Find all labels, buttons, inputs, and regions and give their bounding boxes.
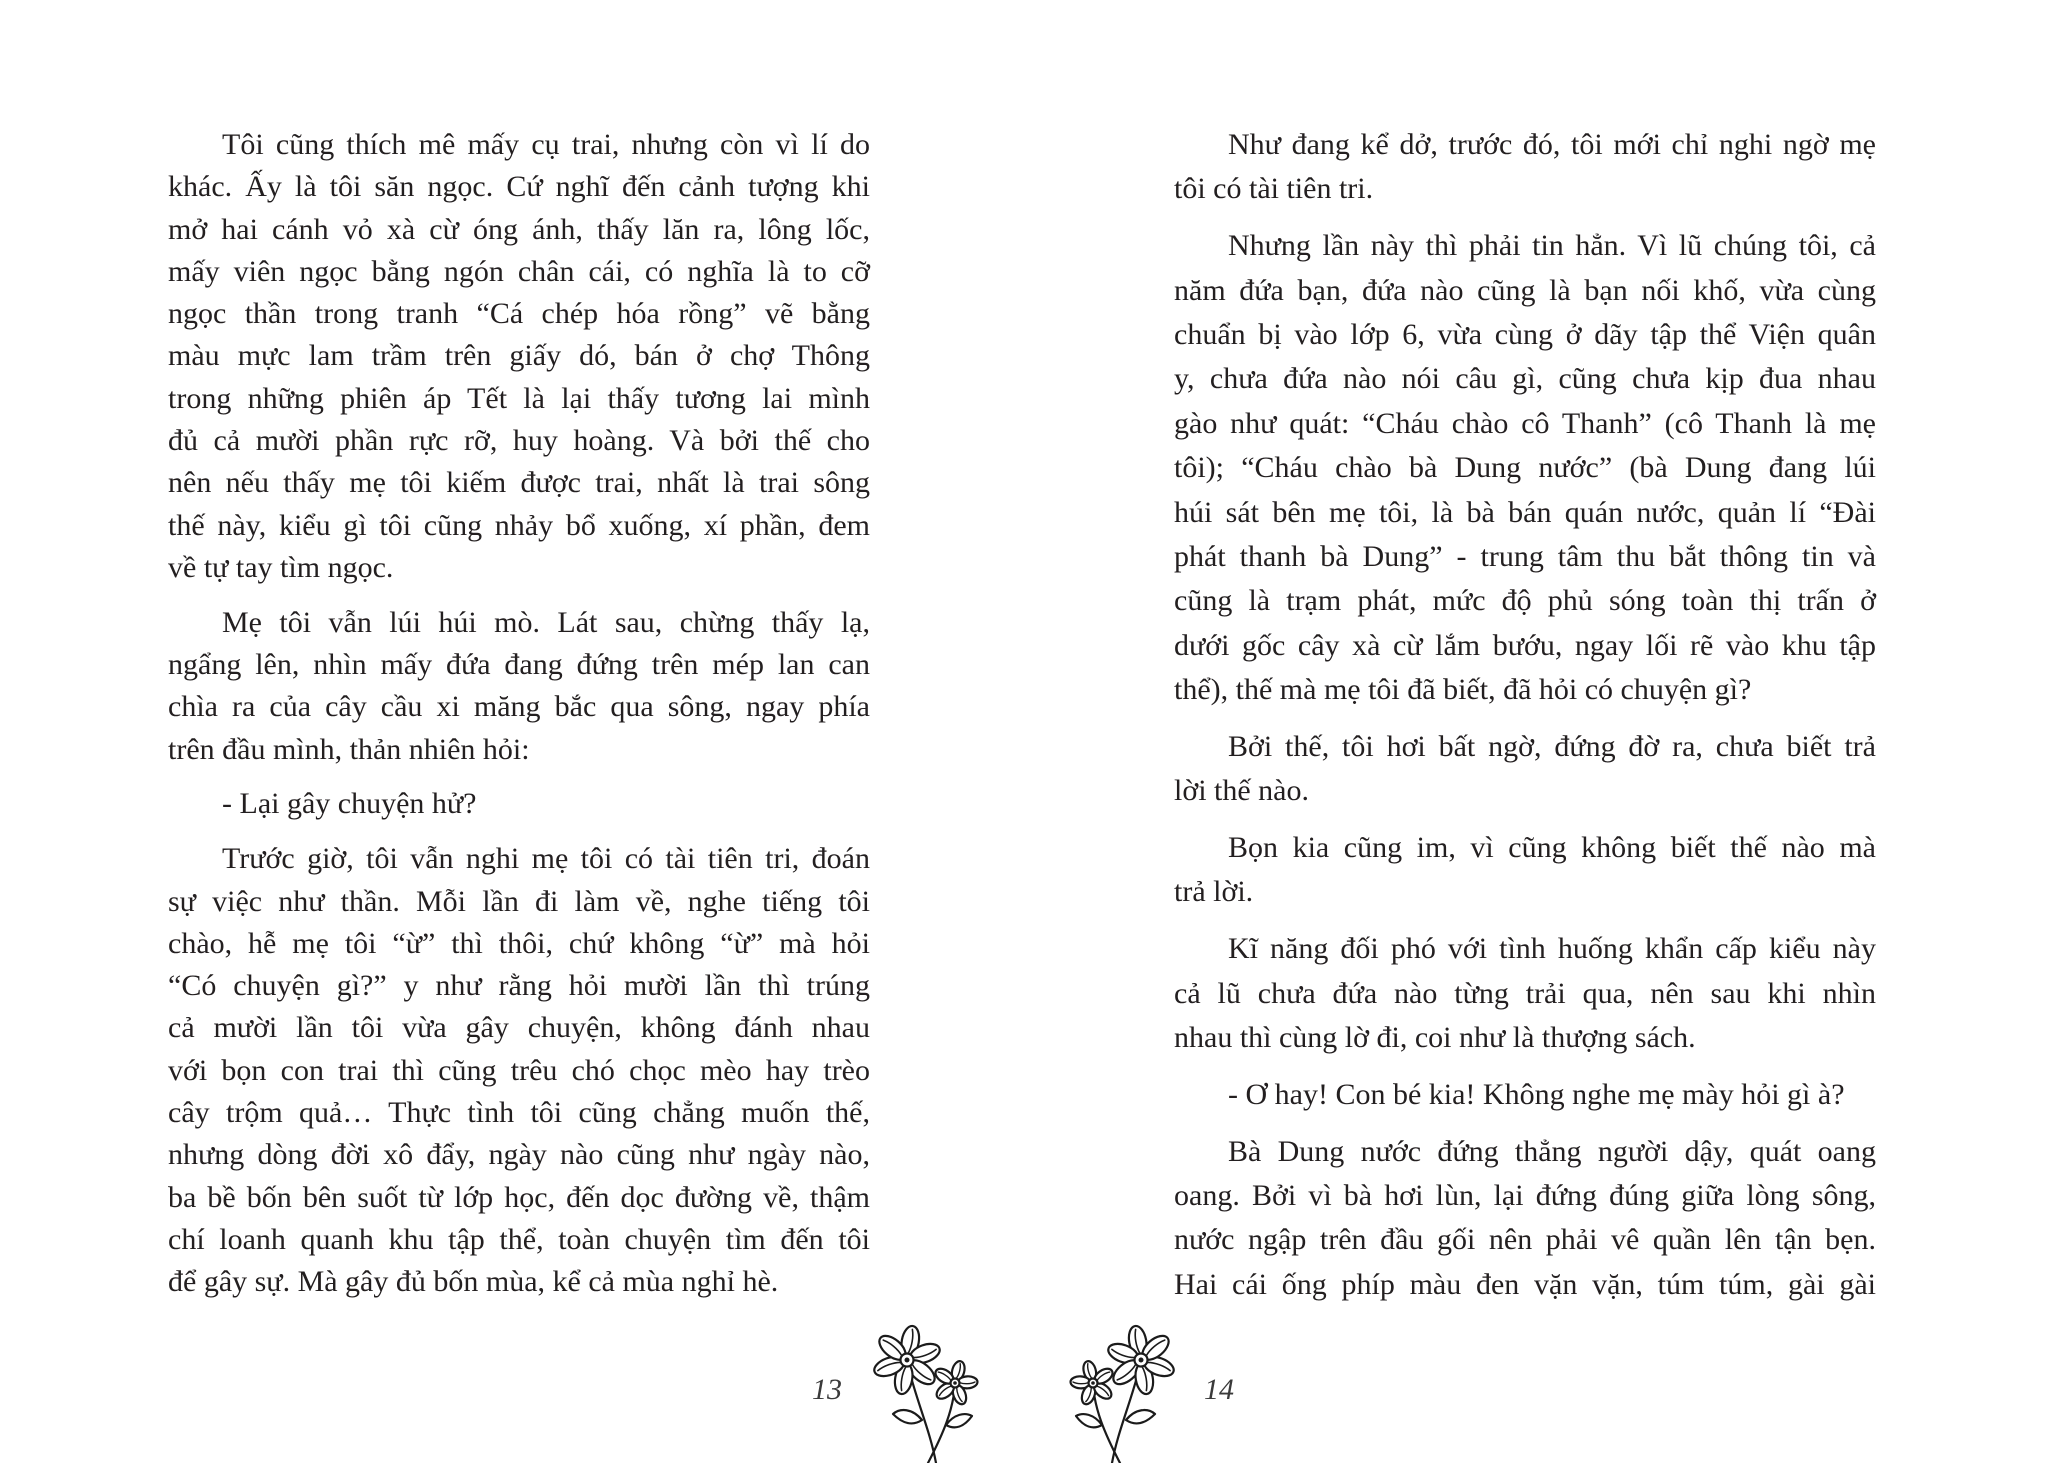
page-number: 14 [1204, 1373, 1234, 1406]
text-line: Bởi thế, tôi hơi bất ngờ, đứng đờ ra, chưa biết trả [1228, 729, 1876, 763]
paragraph [1174, 826, 1876, 915]
text-line: Kĩ năng đối phó với tình huống khẩn cấp kiểu này [1228, 932, 1876, 966]
paragraph [1174, 123, 1876, 212]
dialogue-paragraph [168, 783, 870, 825]
text-line: - Lại gây chuyện hử? [222, 787, 477, 821]
text-line: - Ơ hay! Con bé kia! Không nghe mẹ mày hỏi gì à? [1228, 1077, 1845, 1111]
text-line: Bà Dung nước đứng thẳng người dậy, quát oang [1228, 1134, 1876, 1168]
text-line: chí loanh quanh khu tập thể, toàn chuyện tìm đến tôi [168, 1222, 870, 1256]
text-line: thể), thế mà mẹ tôi đã biết, đã hỏi có chuyện gì? [1174, 673, 1752, 707]
dialogue-paragraph [1174, 1073, 1876, 1117]
paragraph [1174, 725, 1876, 814]
text-line: ngẩng lên, nhìn mấy đứa đang đứng trên mép lan can [168, 648, 870, 682]
text-line: đủ cả mười phần rực rỡ, huy hoàng. Và bởi thế cho [168, 424, 870, 458]
text-line: cũng là trạm phát, mức độ phủ sóng toàn thị trấn ở [1174, 584, 1876, 618]
text-line: Như đang kể dở, trước đó, tôi mới chỉ nghi ngờ mẹ [1228, 128, 1876, 161]
text-line: khác. Ấy là tôi săn ngọc. Cứ nghĩ đến cảnh tượng khi [168, 170, 870, 204]
flower-ornament-right [1070, 1325, 1176, 1463]
text-line: trong những phiên áp Tết là lại thấy tương lai mình [168, 381, 870, 415]
text-line: tôi có tài tiên tri. [1174, 172, 1374, 206]
text-line: dưới gốc cây xà cừ lắm bướu, ngay lối rẽ vào khu tập [1174, 628, 1876, 662]
text-line: Tôi cũng thích mê mấy cụ trai, nhưng còn vì lí do [222, 128, 870, 161]
text-line: trên đầu mình, thản nhiên hỏi: [168, 732, 530, 766]
paragraph [1174, 927, 1876, 1060]
text-line: thế này, kiểu gì tôi cũng nhảy bổ xuống, xí phần, đem [168, 508, 870, 542]
text-line: để gây sự. Mà gây đủ bốn mùa, kể cả mùa nghỉ hè. [168, 1265, 779, 1299]
paragraph [168, 124, 870, 589]
text-line: với bọn con trai thì cũng trêu chó chọc mèo hay trèo [168, 1053, 870, 1087]
paragraph [1174, 224, 1876, 712]
text-line: trả lời. [1174, 875, 1254, 909]
text-line: chuẩn bị vào lớp 6, vừa cùng ở dãy tập thể Viện quân [1174, 317, 1876, 351]
paragraph [168, 838, 870, 1303]
text-line: ngọc thần trong tranh “Cá chép hóa rồng” vẽ bằng [168, 297, 870, 331]
text-line: mấy viên ngọc bằng ngón chân cái, có nghĩa là to cỡ [168, 254, 870, 288]
text-line: ba bề bốn bên suốt từ lớp học, đến dọc đường về, thậm [168, 1180, 870, 1214]
text-line: tôi); “Cháu chào bà Dung nước” (bà Dung đang lúi [1174, 451, 1876, 485]
text-line: nên nếu thấy mẹ tôi kiếm được trai, nhất là trai sông [168, 466, 870, 500]
text-line: y, chưa đứa nào nói câu gì, cũng chưa kịp đua nhau [1174, 362, 1876, 396]
text-line: năm đứa bạn, đứa nào cũng là bạn nối khố, vừa cùng [1174, 273, 1876, 307]
text-line: Bọn kia cũng im, vì cũng không biết thế nào mà [1228, 831, 1876, 865]
text-line: húi sát bên mẹ tôi, là bà bán quán nước, quản lí “Đài [1174, 495, 1876, 529]
text-line: cả lũ chưa đứa nào từng trải qua, nên sau khi nhìn [1174, 976, 1876, 1010]
text-line: mở hai cánh vỏ xà cừ óng ánh, thấy lăn ra, lông lốc, [168, 212, 870, 246]
text-line: Mẹ tôi vẫn lúi húi mò. Lát sau, chừng thấy lạ, [222, 605, 870, 639]
text-line: chào, hễ mẹ tôi “ừ” thì thôi, chứ không “ừ” mà hỏi [168, 926, 870, 960]
text-line: chìa ra của cây cầu xi măng bắc qua sông, ngay phía [168, 690, 870, 724]
page-13-text [168, 124, 870, 1304]
text-line: gào như quát: “Cháu chào cô Thanh” (cô Thanh là mẹ [1174, 406, 1876, 440]
text-line: lời thế nào. [1174, 774, 1309, 808]
text-line: về tự tay tìm ngọc. [168, 550, 394, 584]
text-line: Nhưng lần này thì phải tin hẳn. Vì lũ chúng tôi, cả [1228, 229, 1876, 263]
text-line: “Có chuyện gì?” y như rằng hỏi mười lần thì trúng [168, 969, 870, 1003]
page-14-text [1174, 123, 1876, 1307]
paragraph [168, 602, 870, 771]
text-line: oang. Bởi vì bà hơi lùn, lại đứng đúng giữa lòng sông, [1174, 1178, 1876, 1212]
text-line: Hai cái ống phíp màu đen vặn vặn, túm túm, gài gài [1174, 1267, 1876, 1301]
text-line: nước ngập trên đầu gối nên phải vê quần lên tận bẹn. [1174, 1223, 1876, 1257]
text-line: cây trộm quả… Thực tình tôi cũng chẳng muốn thế, [168, 1096, 870, 1130]
text-line: sự việc như thần. Mỗi lần đi làm về, nghe tiếng tôi [168, 884, 870, 918]
text-line: Trước giờ, tôi vẫn nghi mẹ tôi có tài tiên tri, đoán [222, 842, 870, 876]
text-line: cả mười lần tôi vừa gây chuyện, không đánh nhau [168, 1011, 870, 1045]
text-line: nhau thì cùng lờ đi, coi như là thượng sách. [1174, 1020, 1696, 1054]
text-line: nhưng dòng đời xô đẩy, ngày nào cũng như ngày nào, [168, 1138, 870, 1172]
paragraph [1174, 1130, 1876, 1308]
text-line: màu mực lam trầm trên giấy dó, bán ở chợ Thông [168, 339, 870, 373]
page-number: 13 [812, 1373, 842, 1406]
text-line: phát thanh bà Dung” - trung tâm thu bắt thông tin và [1174, 539, 1876, 573]
flower-ornament-left [872, 1325, 978, 1463]
